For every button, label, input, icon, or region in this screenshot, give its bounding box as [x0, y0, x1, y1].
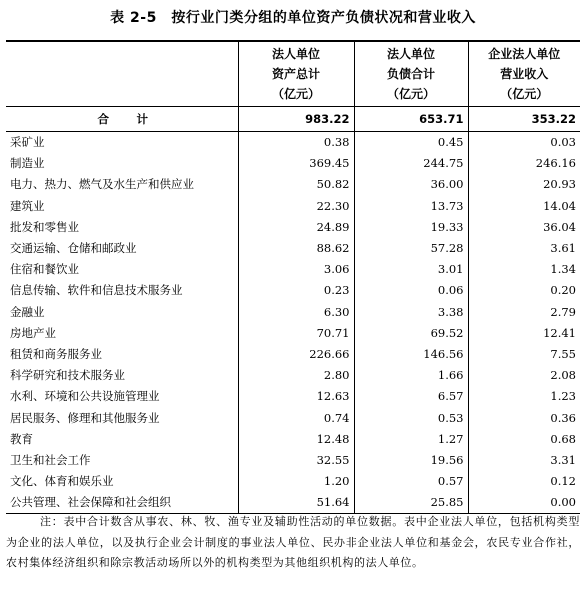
assets-value: 3.06	[238, 259, 354, 280]
industry-name: 教育	[10, 431, 33, 446]
liabilities-value: 3.38	[354, 302, 468, 323]
liabilities-value: 25.85	[354, 492, 468, 514]
revenue-value: 246.16	[468, 153, 580, 174]
header-liabilities-line1: 法人单位	[386, 47, 435, 61]
industry-name: 信息传输、软件和信息技术服务业	[10, 283, 183, 298]
revenue-value: 0.68	[468, 429, 580, 450]
liabilities-value: 3.01	[354, 259, 468, 280]
assets-value: 369.45	[238, 153, 354, 174]
table-row	[6, 492, 580, 514]
table-row	[6, 450, 580, 471]
asset-liability-table	[6, 40, 580, 514]
industry-name: 建筑业	[10, 198, 45, 213]
industry-name: 文化、体育和娱乐业	[10, 474, 114, 489]
industry-name: 居民服务、修理和其他服务业	[10, 410, 160, 425]
header-assets-line2: 资产总计	[271, 67, 320, 81]
assets-value: 0.74	[238, 407, 354, 428]
assets-value: 0.23	[238, 280, 354, 301]
table-row	[6, 344, 580, 365]
table-row	[6, 174, 580, 195]
table-row	[6, 386, 580, 407]
header-assets-line1: 法人单位	[271, 47, 320, 61]
revenue-value: 3.61	[468, 238, 580, 259]
liabilities-value: 69.52	[354, 323, 468, 344]
revenue-value: 0.03	[468, 132, 580, 154]
total-liabilities: 653.71	[354, 107, 468, 132]
revenue-value: 2.79	[468, 302, 580, 323]
industry-name: 制造业	[10, 156, 45, 171]
assets-value: 51.64	[238, 492, 354, 514]
liabilities-value: 244.75	[354, 153, 468, 174]
table-row	[6, 196, 580, 217]
table-row	[6, 407, 580, 428]
total-assets: 983.22	[238, 107, 354, 132]
revenue-value: 0.12	[468, 471, 580, 492]
header-liabilities-line2: 负债合计	[386, 67, 435, 81]
assets-value: 12.48	[238, 429, 354, 450]
industry-name: 采矿业	[10, 135, 45, 150]
assets-value: 22.30	[238, 196, 354, 217]
revenue-value: 20.93	[468, 174, 580, 195]
table-row	[6, 280, 580, 301]
liabilities-value: 0.45	[354, 132, 468, 154]
industry-name: 公共管理、社会保障和社会组织	[6, 492, 238, 514]
liabilities-value: 0.06	[354, 280, 468, 301]
assets-value: 50.82	[238, 174, 354, 195]
revenue-value: 7.55	[468, 344, 580, 365]
table-row	[6, 429, 580, 450]
industry-name: 交通运输、仓储和邮政业	[10, 241, 137, 256]
table-header	[6, 41, 580, 107]
header-liabilities	[354, 41, 468, 107]
header-industry	[6, 41, 238, 107]
industry-name: 金融业	[10, 304, 45, 319]
industry-name: 租赁和商务服务业	[10, 346, 102, 361]
liabilities-value: 13.73	[354, 196, 468, 217]
revenue-value: 0.00	[468, 492, 580, 514]
liabilities-value: 1.66	[354, 365, 468, 386]
assets-value: 24.89	[238, 217, 354, 238]
total-revenue: 353.22	[468, 107, 580, 132]
revenue-value: 1.23	[468, 386, 580, 407]
revenue-value: 0.20	[468, 280, 580, 301]
table-row	[6, 471, 580, 492]
table-row	[6, 132, 580, 154]
assets-value: 2.80	[238, 365, 354, 386]
revenue-value: 3.31	[468, 450, 580, 471]
liabilities-value: 19.33	[354, 217, 468, 238]
table-note: 注：表中合计数含从事农、林、牧、渔专业及辅助性活动的单位数据。表中企业法人单位，包括机构类型为企业的法人单位，以及执行企业会计制度的事业法人单位、民办非企业法人单位和基金会，农民专业合作社，农村集体经济组织和除宗教活动场所以外的机构类型为其他组织机构的法人单位。	[6, 515, 580, 569]
industry-name: 住宿和餐饮业	[10, 262, 79, 277]
table-row	[6, 365, 580, 386]
industry-name: 批发和零售业	[10, 219, 79, 234]
industry-name: 房地产业	[10, 325, 56, 340]
table-body	[6, 107, 580, 514]
table-row	[6, 217, 580, 238]
header-revenue-unit: （亿元）	[500, 87, 549, 101]
total-row	[6, 107, 580, 132]
industry-name: 卫生和社会工作	[10, 452, 91, 467]
table-row	[6, 323, 580, 344]
header-revenue-line2: 营业收入	[500, 67, 549, 81]
revenue-value: 36.04	[468, 217, 580, 238]
liabilities-value: 146.56	[354, 344, 468, 365]
header-revenue	[468, 41, 580, 107]
revenue-value: 2.08	[468, 365, 580, 386]
liabilities-value: 6.57	[354, 386, 468, 407]
assets-value: 0.38	[238, 132, 354, 154]
table-row	[6, 259, 580, 280]
assets-value: 12.63	[238, 386, 354, 407]
assets-value: 6.30	[238, 302, 354, 323]
revenue-value: 0.36	[468, 407, 580, 428]
total-label: 合 计	[6, 107, 238, 132]
assets-value: 32.55	[238, 450, 354, 471]
table-row	[6, 153, 580, 174]
assets-value: 70.71	[238, 323, 354, 344]
header-revenue-line1: 企业法人单位	[488, 47, 561, 61]
liabilities-value: 0.57	[354, 471, 468, 492]
table-row	[6, 302, 580, 323]
table-title: 表 2-5 按行业门类分组的单位资产负债状况和营业收入	[110, 10, 476, 26]
liabilities-value: 0.53	[354, 407, 468, 428]
assets-value: 88.62	[238, 238, 354, 259]
revenue-value: 14.04	[468, 196, 580, 217]
table-row	[6, 238, 580, 259]
header-liabilities-unit: （亿元）	[386, 87, 435, 101]
assets-value: 226.66	[238, 344, 354, 365]
revenue-value: 1.34	[468, 259, 580, 280]
liabilities-value: 36.00	[354, 174, 468, 195]
liabilities-value: 19.56	[354, 450, 468, 471]
industry-name: 水利、环境和公共设施管理业	[10, 389, 160, 404]
liabilities-value: 1.27	[354, 429, 468, 450]
assets-value: 1.20	[238, 471, 354, 492]
industry-name: 电力、热力、燃气及水生产和供应业	[10, 177, 194, 192]
header-assets-unit: （亿元）	[271, 87, 320, 101]
revenue-value: 12.41	[468, 323, 580, 344]
liabilities-value: 57.28	[354, 238, 468, 259]
header-assets	[238, 41, 354, 107]
industry-name: 科学研究和技术服务业	[10, 368, 125, 383]
header-row	[6, 41, 580, 107]
